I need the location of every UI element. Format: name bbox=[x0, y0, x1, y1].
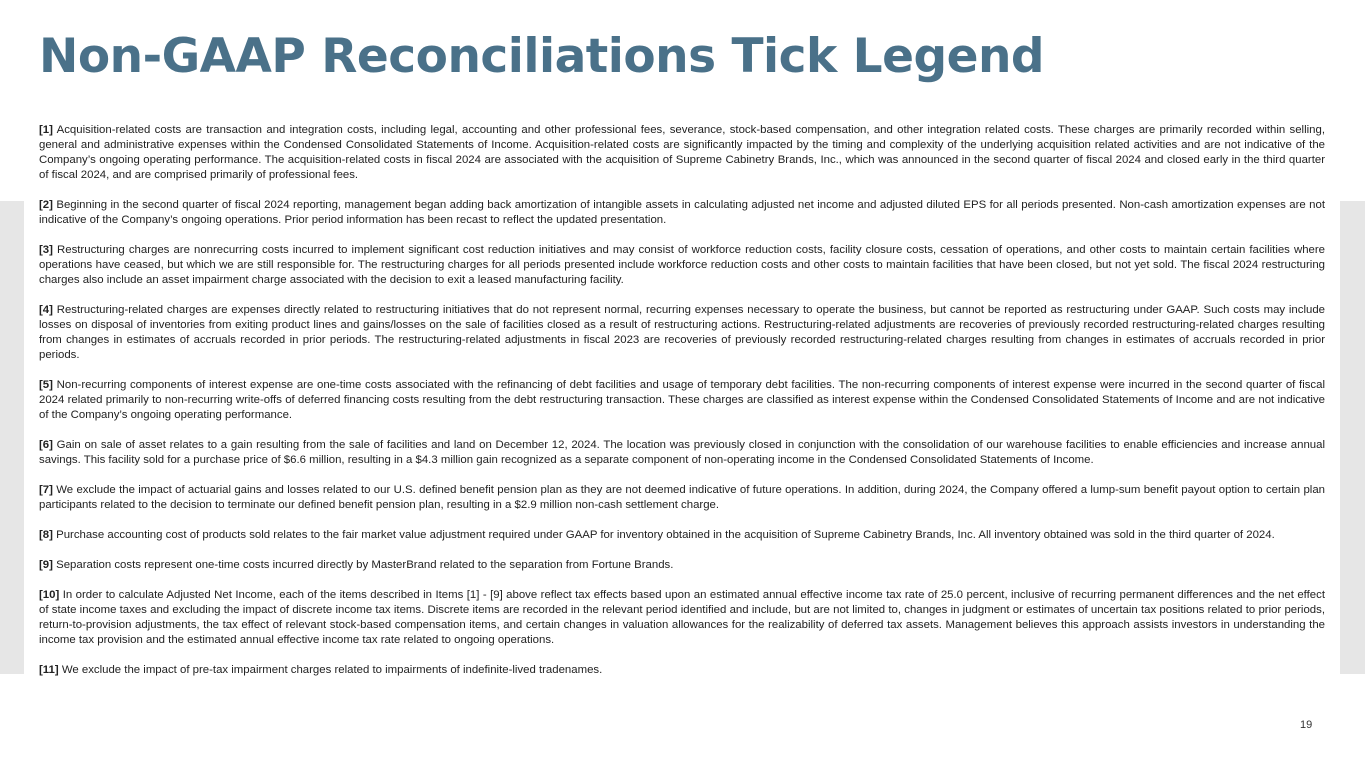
note-text: We exclude the impact of actuarial gains and losses related to our U.S. defined benefit pension plan as they are not deemed indicative of future operations. In addition, during 2024, the Company offered a lump-sum benefit payout option to certain plan participants related to the decision to terminate our defined benefit pension plan, resulting in a $2.9 million non-cash settlement charge. bbox=[39, 484, 1326, 511]
tick-marker: [10] bbox=[39, 589, 60, 601]
legend-note-1 bbox=[39, 123, 1325, 183]
note-text: Gain on sale of asset relates to a gain resulting from the sale of facilities and land on December 12, 2024. The location was previously closed in conjunction with the consolidation of our warehouse facilities to enable efficiencies and increase annual savings. This facility sold for a purchase price of $6.6 million, resulting in a $4.3 million gain recognized as a separate component of non-operating income in the Condensed Consolidated Statements of Income. bbox=[39, 439, 1325, 466]
note-text: Beginning in the second quarter of fiscal 2024 reporting, management began adding back amortization of intangible assets in calculating adjusted net income and adjusted diluted EPS for all periods presented. Non-cash amortization expenses are not indicative of the Company’s ongoing operations. Prior period information has been recast to reflect the updated presentation. bbox=[39, 199, 1325, 226]
tick-legend bbox=[39, 123, 1325, 693]
legend-note-6 bbox=[39, 438, 1325, 468]
tick-marker: [7] bbox=[39, 484, 53, 496]
legend-note-2 bbox=[39, 198, 1325, 228]
legend-note-3 bbox=[39, 243, 1325, 288]
tick-marker: [9] bbox=[39, 559, 53, 571]
legend-note-10 bbox=[39, 588, 1325, 648]
legend-note-9 bbox=[39, 558, 1325, 573]
note-text: Acquisition-related costs are transaction and integration costs, including legal, accounting and other professional fees, severance, stock-based compensation, and other integration related costs. These charges are primarily recorded within selling, general and administrative expenses within the Condensed Consolidated Statements of Income. Acquisition-related costs are significantly impacted by the timing and complexity of the underlying acquisition related activities and are not indicative of the Company’s ongoing operating performance. The acquisition-related costs in fiscal 2024 are associated with the acquisition of Supreme Cabinetry Brands, Inc., which was announced in the second quarter of fiscal 2024 and closed early in the third quarter of fiscal 2024, and are comprised primarily of professional fees. bbox=[39, 124, 1325, 181]
slide-title: Non-GAAP Reconciliations Tick Legend bbox=[39, 29, 1045, 84]
note-text: Non-recurring components of interest expense are one-time costs associated with the refinancing of debt facilities and usage of temporary debt facilities. The non-recurring components of interest expense were incurred in the second quarter of fiscal 2024 related primarily to non-recurring write-offs of deferred financing costs resulting from the debt restructuring transaction. These charges are classified as interest expense within the Condensed Consolidated Statements of Income and are not indicative of the Company’s ongoing operating performance. bbox=[39, 379, 1325, 421]
note-text: We exclude the impact of pre-tax impairment charges related to impairments of indefinite-lived tradenames. bbox=[61, 664, 603, 676]
note-text: Purchase accounting cost of products sold relates to the fair market value adjustment required under GAAP for inventory obtained in the acquisition of Supreme Cabinetry Brands, Inc. All inventory obtained was sold in the third quarter of 2024. bbox=[56, 529, 1275, 541]
note-text: Separation costs represent one-time costs incurred directly by MasterBrand related to the separation from Fortune Brands. bbox=[56, 559, 674, 571]
tick-marker: [1] bbox=[39, 124, 53, 136]
tick-marker: [3] bbox=[39, 244, 53, 256]
legend-note-8 bbox=[39, 528, 1325, 543]
tick-marker: [5] bbox=[39, 379, 53, 391]
note-text: In order to calculate Adjusted Net Income, each of the items described in Items [1] - [9] above reflect tax effects based upon an estimated annual effective income tax rate of 25.0 percent, inclusive of recurring permanent differences and the net effect of state income taxes and excluding the impact of discrete income tax items. Discrete items are recorded in the relevant period identified and include, but are not limited to, changes in judgment or estimates of uncertain tax positions related to prior periods, return-to-provision adjustments, the tax effect of relevant stock-based compensation items, and certain changes in valuation allowances for the realizability of deferred tax assets. Management believes this approach assists investors in understanding the income tax provision and the estimated annual effective income tax rate related to ongoing operations. bbox=[39, 589, 1326, 646]
page-number: 19 bbox=[1300, 719, 1313, 731]
tick-marker: [4] bbox=[39, 304, 53, 316]
legend-note-5 bbox=[39, 378, 1325, 423]
note-text: Restructuring charges are nonrecurring costs incurred to implement significant cost reduction initiatives and may consist of workforce reduction costs, facility closure costs, cessation of operations, and other costs to maintain certain facilities where operations have ceased, but which we are still responsible for. The restructuring charges for all periods presented include workforce reduction costs and other costs to maintain facilities that have been closed, but not yet sold. The fiscal 2024 restructuring charges also include an asset impairment charge associated with the decision to exit a leased manufacturing facility. bbox=[39, 244, 1325, 286]
tick-marker: [8] bbox=[39, 529, 53, 541]
note-text: Restructuring-related charges are expenses directly related to restructuring initiatives that do not represent normal, recurring expenses necessary to operate the business, but cannot be reported as restructuring under GAAP. Such costs may include losses on disposal of inventories from exiting product lines and gains/losses on the sale of facilities closed as a result of restructuring actions. Restructuring-related adjustments are recoveries of previously recorded restructuring-related charges resulting from changes in estimates of accruals recorded in prior periods. The restructuring-related adjustments in fiscal 2023 are recoveries of previously recorded restructuring-related charges resulting from changes in estimates of accruals recorded in prior periods. bbox=[39, 304, 1326, 361]
legend-note-11 bbox=[39, 663, 1325, 678]
legend-note-7 bbox=[39, 483, 1325, 513]
tick-marker: [6] bbox=[39, 439, 53, 451]
tick-marker: [11] bbox=[39, 664, 59, 676]
tick-marker: [2] bbox=[39, 199, 53, 211]
legend-note-4 bbox=[39, 303, 1325, 363]
